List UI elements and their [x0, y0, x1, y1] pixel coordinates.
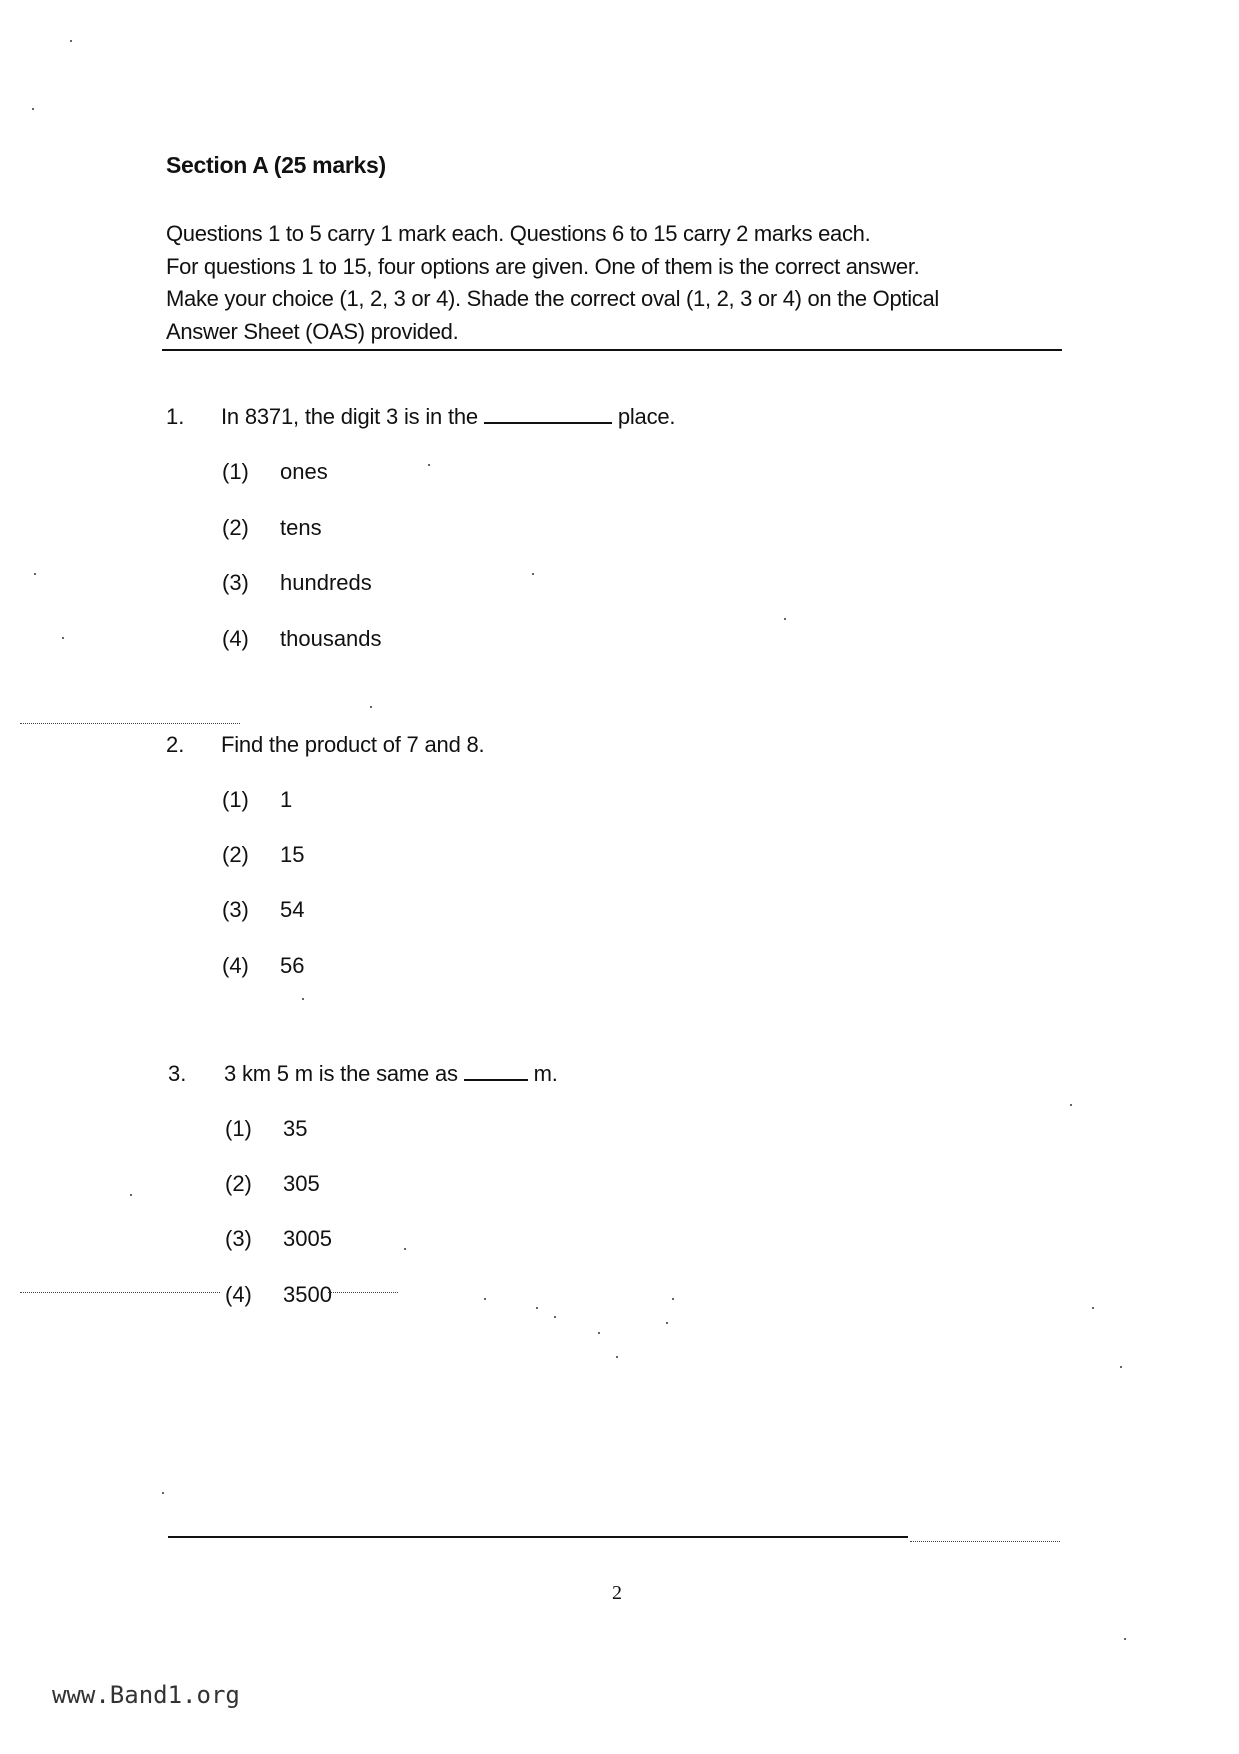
question-1-option-3: [222, 570, 372, 596]
scan-speck: [62, 637, 64, 639]
question-2-option-3: [222, 897, 304, 923]
instruction-line: For questions 1 to 15, four options are given. One of them is the correct answer.: [166, 253, 920, 279]
scan-speck: [616, 1356, 618, 1358]
instruction-line: Answer Sheet (OAS) provided.: [166, 318, 459, 344]
scan-speck: [404, 1248, 406, 1250]
answer-blank: [484, 404, 612, 424]
instruction-line: Questions 1 to 5 carry 1 mark each. Questions 6 to 15 carry 2 marks each.: [166, 221, 871, 246]
answer-blank: [464, 1061, 528, 1081]
question-1-option-2: [222, 515, 322, 541]
option-label: (2): [225, 1171, 252, 1196]
question-3-number: 3.: [168, 1061, 187, 1086]
scan-speck: [1120, 1366, 1122, 1368]
option-text: hundreds: [280, 570, 372, 595]
question-1-text-after: place.: [617, 404, 676, 429]
scan-speck: [1092, 1307, 1094, 1309]
scan-speck: [70, 40, 72, 42]
scan-speck: [162, 1492, 164, 1494]
scan-artifact: [328, 1292, 398, 1293]
instructions-divider: [162, 349, 1062, 351]
question-2-option-4: [222, 953, 304, 979]
scan-speck: [536, 1307, 538, 1309]
question-3-option-4: [225, 1282, 332, 1308]
scan-speck: [1124, 1638, 1126, 1640]
scan-speck: [428, 464, 430, 466]
scan-speck: [532, 573, 534, 575]
scan-speck: [302, 998, 304, 1000]
instructions: [166, 218, 1066, 348]
option-label: (2): [222, 842, 249, 867]
scan-artifact: [910, 1541, 1060, 1542]
option-label: (3): [225, 1226, 252, 1251]
page-number: 2: [612, 1582, 622, 1604]
scan-speck: [672, 1298, 674, 1300]
option-text: 3500: [283, 1282, 332, 1307]
footer-watermark: www.Band1.org: [52, 1681, 240, 1709]
scan-artifact: [20, 1292, 220, 1293]
scan-speck: [370, 706, 372, 708]
scan-speck: [666, 1322, 668, 1324]
question-2-number: 2.: [166, 732, 185, 757]
scan-speck: [1070, 1104, 1072, 1106]
page-bottom-divider: [168, 1536, 908, 1538]
option-text: 54: [280, 897, 305, 922]
question-3-text: [224, 1061, 558, 1087]
option-text: 15: [280, 842, 305, 867]
question-3-option-1: [225, 1116, 307, 1142]
question-2-option-2: [222, 842, 304, 868]
scan-speck: [130, 1194, 132, 1196]
option-text: 56: [280, 953, 305, 978]
option-text: 1: [280, 787, 293, 812]
question-2-text: Find the product of 7 and 8.: [221, 732, 485, 757]
question-2-option-1: [222, 787, 292, 813]
option-text: ones: [280, 459, 328, 484]
question-3-option-3: [225, 1226, 332, 1252]
question-3-option-2: [225, 1171, 320, 1197]
scan-speck: [484, 1298, 486, 1300]
option-text: tens: [280, 515, 322, 540]
option-label: (4): [225, 1282, 252, 1307]
option-label: (2): [222, 515, 249, 540]
option-label: (3): [222, 570, 249, 595]
option-label: (4): [222, 953, 249, 978]
question-1-option-1: [222, 459, 328, 485]
scan-speck: [598, 1332, 600, 1334]
option-text: 305: [283, 1171, 320, 1196]
section-title: Section A (25 marks): [166, 152, 386, 178]
option-text: 3005: [283, 1226, 332, 1251]
question-1-option-4: [222, 626, 382, 652]
option-text: thousands: [280, 626, 382, 651]
option-label: (1): [222, 787, 249, 812]
scan-speck: [784, 618, 786, 620]
question-1-text-before: In 8371, the digit 3 is in the: [221, 404, 478, 429]
question-3-text-before: 3 km 5 m is the same as: [224, 1061, 458, 1086]
option-label: (3): [222, 897, 249, 922]
scan-speck: [32, 108, 34, 110]
option-label: (4): [222, 626, 249, 651]
scan-artifact: [20, 723, 240, 724]
question-1-text: [221, 404, 675, 430]
option-label: (1): [222, 459, 249, 484]
scan-speck: [554, 1316, 556, 1318]
scan-speck: [34, 573, 36, 575]
option-label: (1): [225, 1116, 252, 1141]
question-3-text-after: m.: [533, 1061, 558, 1086]
instruction-line: Make your choice (1, 2, 3 or 4). Shade the correct oval (1, 2, 3 or 4) on the Optical: [166, 286, 940, 311]
option-text: 35: [283, 1116, 308, 1141]
question-1-number: 1.: [166, 404, 185, 429]
